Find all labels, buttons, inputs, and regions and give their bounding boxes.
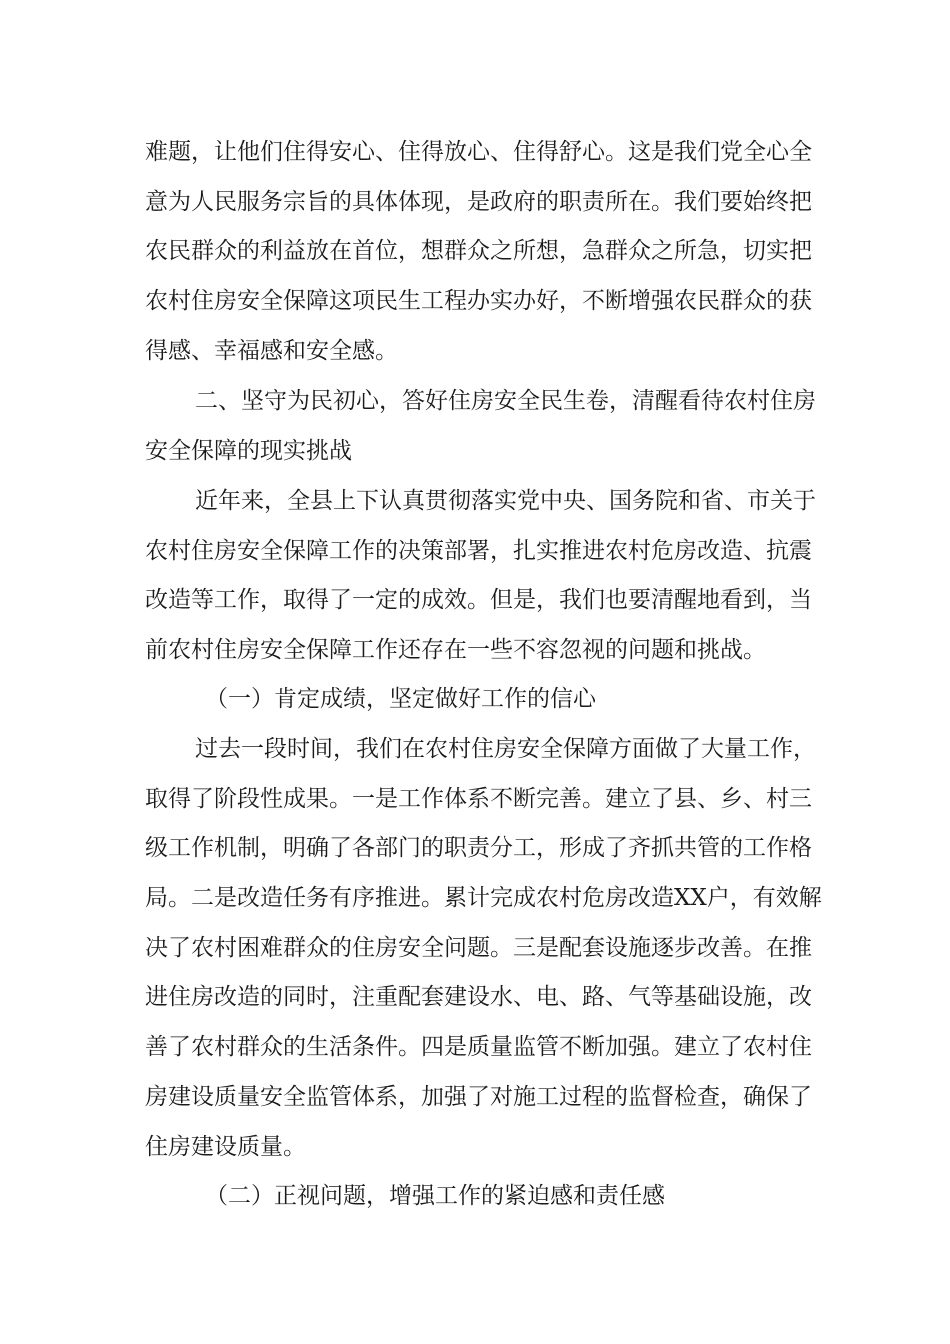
text-line: 局。二是改造任务有序推进。累计完成农村危房改造XX户，有效解 bbox=[145, 885, 822, 912]
text-line: 取得了阶段性成果。一是工作体系不断完善。建立了县、乡、村三 bbox=[145, 785, 812, 812]
text-line: 改造等工作，取得了一定的成效。但是，我们也要清醒地看到，当 bbox=[145, 587, 812, 614]
text-line: 农村住房安全保障这项民生工程办实办好，不断增强农民群众的获 bbox=[145, 288, 812, 315]
section-heading-2 bbox=[145, 377, 816, 476]
heading-line: 安全保障的现实挑战 bbox=[145, 437, 352, 464]
text-line: 决了农村困难群众的住房安全问题。三是配套设施逐步改善。在推 bbox=[145, 934, 812, 961]
text-line: 善了农村群众的生活条件。四是质量监管不断加强。建立了农村住 bbox=[145, 1034, 812, 1061]
text-line: 难题，让他们住得安心、住得放心、住得舒心。这是我们党全心全 bbox=[145, 139, 812, 165]
heading-line: 二、坚守为民初心，答好住房安全民生卷，清醒看待农村住房 bbox=[195, 388, 816, 414]
text-line: 住房建设质量。 bbox=[145, 1133, 306, 1160]
text-line: 近年来，全县上下认真贯彻落实党中央、国务院和省、市关于 bbox=[195, 488, 816, 514]
text-line: 进住房改造的同时，注重配套建设水、电、路、气等基础设施，改 bbox=[145, 984, 812, 1011]
subheading-line: （一）肯定成绩，坚定做好工作的信心 bbox=[205, 686, 596, 712]
text-line: 农民群众的利益放在首位，想群众之所想，急群众之所急，切实把 bbox=[145, 238, 812, 265]
subheading-2 bbox=[145, 1172, 807, 1222]
subheading-line: （二）正视问题，增强工作的紧迫感和责任感 bbox=[205, 1183, 665, 1209]
text-line: 意为人民服务宗旨的具体体现，是政府的职责所在。我们要始终把 bbox=[145, 188, 812, 215]
paragraph-achievements bbox=[145, 725, 822, 1172]
subheading-1 bbox=[145, 675, 807, 725]
text-line: 过去一段时间，我们在农村住房安全保障方面做了大量工作， bbox=[195, 736, 816, 762]
text-line: 房建设质量安全监管体系，加强了对施工过程的监督检查，确保了 bbox=[145, 1083, 812, 1110]
text-line: 得感、幸福感和安全感。 bbox=[145, 337, 398, 364]
text-line: 前农村住房安全保障工作还存在一些不容忽视的问题和挑战。 bbox=[145, 637, 766, 664]
paragraph-recent-years bbox=[145, 477, 816, 676]
paragraph-continuation bbox=[145, 128, 812, 376]
text-line: 农村住房安全保障工作的决策部署，扎实推进农村危房改造、抗震 bbox=[145, 537, 812, 564]
text-line: 级工作机制，明确了各部门的职责分工，形成了齐抓共管的工作格 bbox=[145, 835, 812, 862]
